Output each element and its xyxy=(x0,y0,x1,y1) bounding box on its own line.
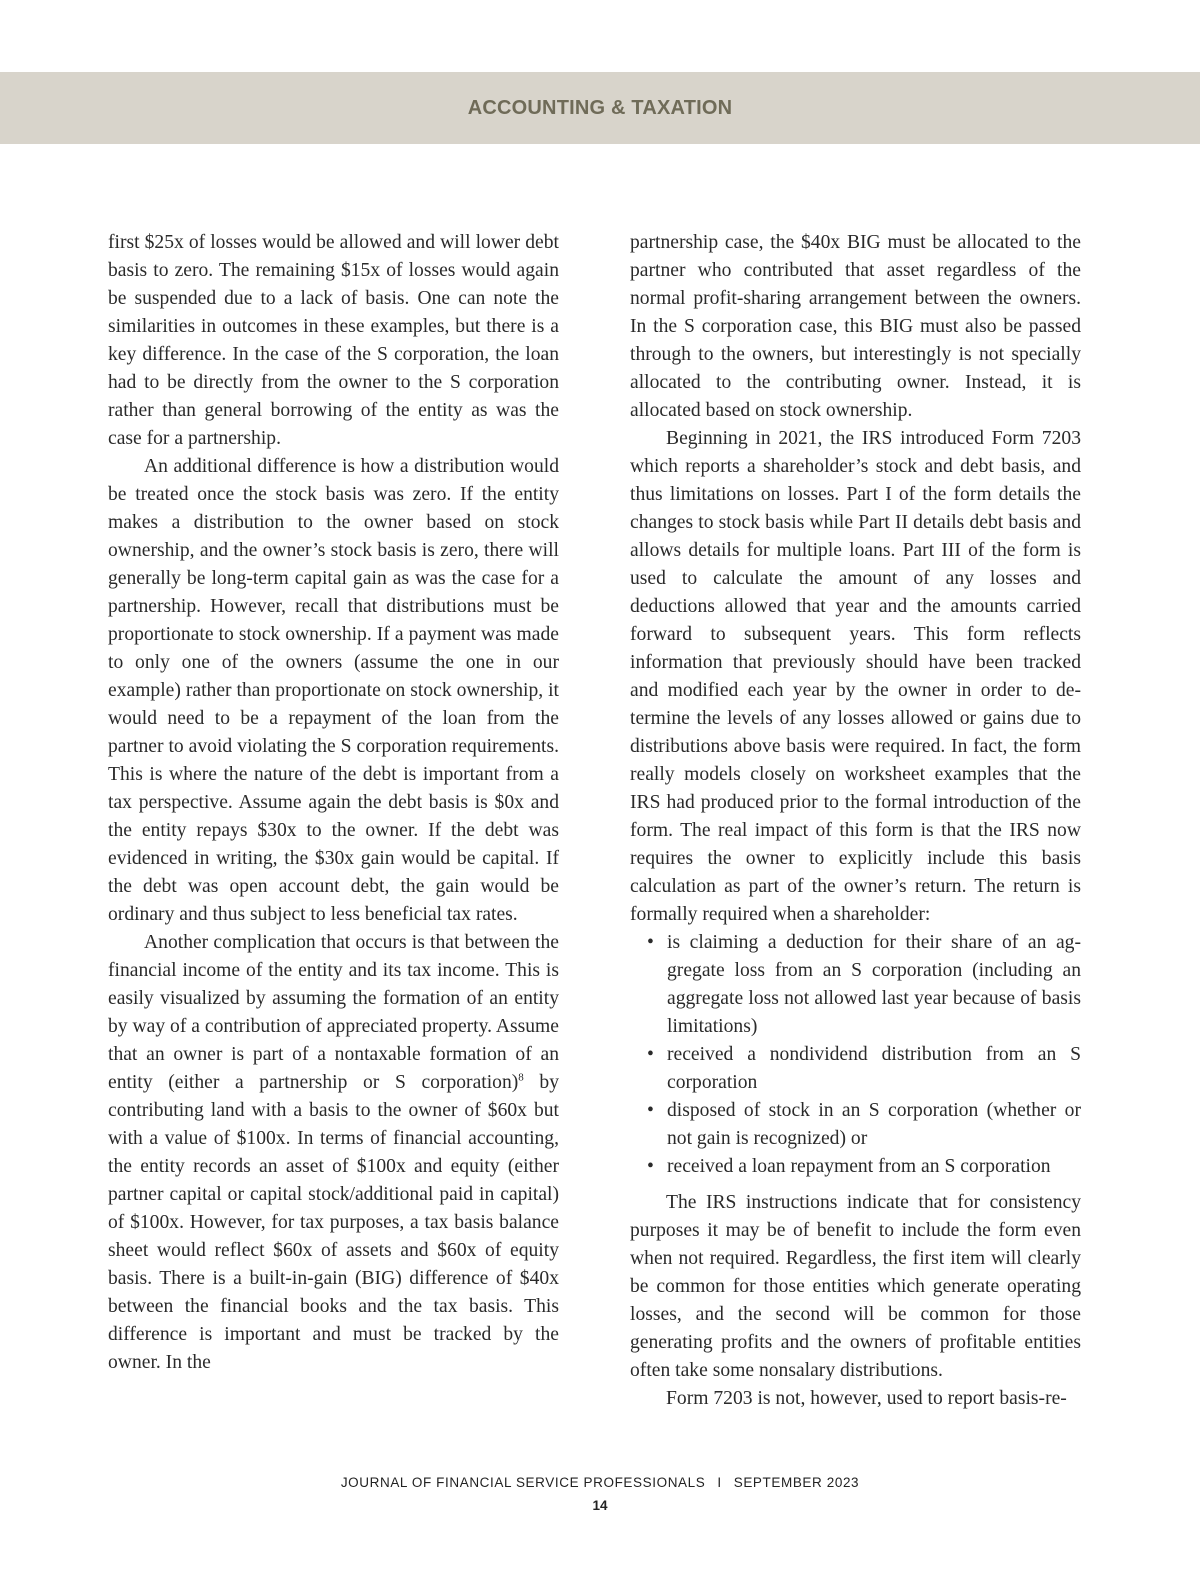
list-item xyxy=(630,929,1081,1041)
bullet-icon: • xyxy=(647,1156,654,1177)
footer-separator: I xyxy=(717,1475,722,1490)
bullet-icon: • xyxy=(647,932,654,953)
paragraph: The IRS instructions indicate that for consistency purposes it may be of benefit to include the form even when not required. Regardless, the first item will clearly be common for those entities which generate operating losses, and the second will be common for those generating profits and the owners of profitable entities often take some nonsalary distributions. xyxy=(630,1192,1081,1381)
paragraph: partnership case, the $40x BIG must be allocated to the partner who contributed that asset regardless of the normal profit-sharing arrangement between the owners. In the S corporation case, this BIG must also be passed through to the owners, but interestingly is not specially allocated to the contributing owner. Instead, it is allocated based on stock ownership. xyxy=(630,232,1081,421)
paragraph: An additional difference is how a distribution would be treated once the stock basis was zero. If the entity makes a distribution to the owner based on stock ownership, and the owner’s stock basis is zero, there will generally be long-term capital gain as was the case for a partnership. However, recall that distributions must be proportionate to stock ownership. If a payment was made to only one of the owners (assume the one in our example) rather than proportionate on stock ownership, it would need to be a repayment of the loan from the partner to avoid violating the S corporation requirements. This is where the nature of the debt is important from a tax perspective. Assume again the debt basis is $0x and the entity repays $30x to the owner. If the debt was evidenced in writing, the $30x gain would be capital. If the debt was open account debt, the gain would be ordinary and thus subject to less beneficial tax rates. xyxy=(108,456,559,925)
footnote-reference: 8 xyxy=(518,1071,524,1084)
list-item xyxy=(630,1041,1081,1097)
bullet-icon: • xyxy=(647,1100,654,1121)
bullet-icon: • xyxy=(647,1044,654,1065)
list-item xyxy=(630,1097,1081,1153)
section-header-band xyxy=(0,72,1200,144)
left-column xyxy=(108,229,559,1377)
issue-date: SEPTEMBER 2023 xyxy=(733,1475,860,1490)
paragraph: Form 7203 is not, however, used to report basis-re- xyxy=(666,1388,1067,1409)
right-column xyxy=(630,229,1081,1413)
paragraph-text: by contributing land with a basis to the owner of $60x but with a value of $100x. In terms of financial accounting, the entity records an asset of $100x and equity (either partner capital or capital stock/additional paid in capital) of $100x. However, for tax purposes, a tax basis balance sheet would reflect $60x of assets and $60x of equity basis. There is a built-in-gain (BIG) difference of $40x between the financial books and the tax basis. This difference is important and must be tracked by the owner. In the xyxy=(108,1072,559,1373)
page-number: 14 xyxy=(592,1498,608,1513)
paragraph: Beginning in 2021, the IRS introduced Form 7203 which reports a shareholder’s stock and debt basis, and thus limitations on losses. Part I of the form details the changes to stock basis while Part II details debt basis and allows details for multiple loans. Part III of the form is used to calculate the amount of any losses and deductions allowed that year and the amounts carried forward to subsequent years. This form reflects information that previously should have been tracked and modified each year by the owner in order to determine the levels of any losses allowed or gains due to distributions above basis were required. In fact, the form really models closely on worksheet examples that the IRS had produced prior to the formal introduction of the form. The real impact of this form is that the IRS now requires the owner to explicitly include this basis calculation as part of the owner’s return. The return is formally required when a shareholder: xyxy=(630,428,1081,925)
list-item-text: is claiming a deduction for their share of an aggregate loss from an S corporation (including an aggregate loss not allowed last year because of basis limitations) xyxy=(667,932,1081,1037)
bullet-list xyxy=(630,929,1081,1181)
list-item-text: received a loan repayment from an S corporation xyxy=(667,1156,1051,1177)
paragraph: first $25x of losses would be allowed and will lower debt basis to zero. The remaining $15x of losses would again be suspended due to a lack of basis. One can note the similarities in outcomes in these examples, but there is a key difference. In the case of the S corporation, the loan had to be directly from the owner to the S corporation rather than general borrowing of the entity as was the case for a partnership. xyxy=(108,232,559,449)
section-title: ACCOUNTING & TAXATION xyxy=(467,96,733,119)
list-item xyxy=(630,1153,1081,1181)
list-item-text: received a nondividend distribution from an S corporation xyxy=(667,1044,1081,1093)
running-footer xyxy=(0,1475,1200,1490)
paragraph xyxy=(108,929,559,1377)
paragraph-text: Another complication that occurs is that between the financial income of the entity and its tax income. This is easily visualized by assuming the formation of an entity by way of a contribution of appreciated property. Assume that an owner is part of a nontaxable formation of an entity (either a partnership or S corporation) xyxy=(108,932,559,1093)
journal-name: JOURNAL OF FINANCIAL SERVICE PROFESSIONALS xyxy=(340,1475,706,1490)
list-item-text: disposed of stock in an S corporation (whether or not gain is recognized) or xyxy=(667,1100,1081,1149)
